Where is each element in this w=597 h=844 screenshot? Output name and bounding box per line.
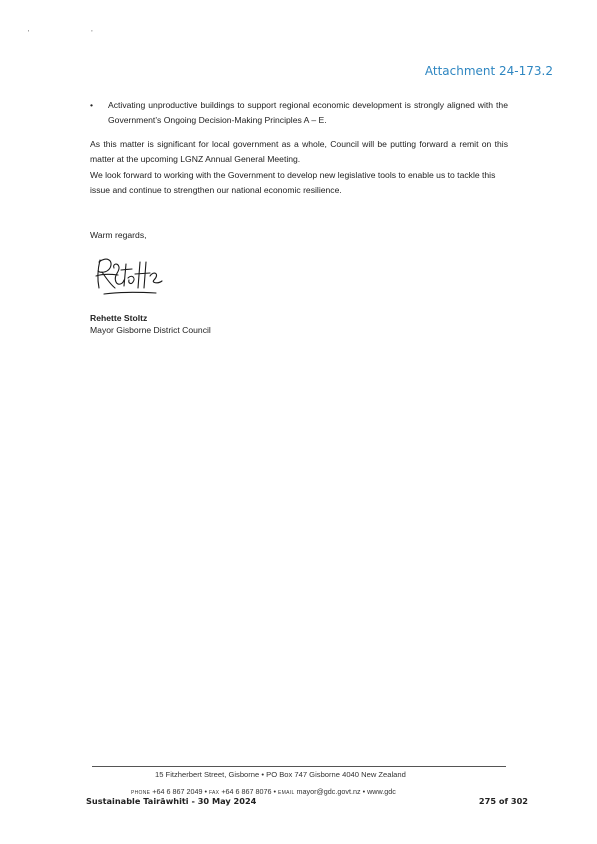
- bullet-item: [90, 98, 508, 127]
- footer-contact-line: [131, 787, 396, 796]
- email-label: EMAIL: [278, 790, 295, 796]
- bullet-dot-icon: •: [90, 100, 94, 110]
- attachment-label: Attachment 24-173.2: [424, 64, 553, 78]
- signatory-name: Rehette Stoltz: [90, 313, 148, 323]
- closing-salutation: Warm regards,: [90, 230, 147, 240]
- separator-dot-icon: •: [362, 787, 368, 796]
- page-number: 275 of 302: [478, 796, 528, 806]
- separator-dot-icon: •: [204, 787, 209, 796]
- phone-number: +64 6 867 2049: [152, 787, 203, 796]
- fax-label: FAX: [208, 790, 220, 796]
- email-address: mayor@gdc.govt.nz: [296, 787, 361, 796]
- paragraph-remit: As this matter is significant for local government as a whole, Council will be putting forward a remit on this matter at the upcoming LGNZ Annual General Meeting.: [90, 139, 508, 164]
- signatory-title: Mayor Gisborne District Council: [90, 325, 211, 335]
- phone-label: PHONE: [131, 790, 151, 796]
- bullet-text: Activating unproductive buildings to support regional economic development is strongly aligned with the Government’s Ongoing Decision-Making Principles A – E.: [108, 100, 508, 125]
- document-label: Sustainable Tairāwhiti - 30 May 2024: [86, 796, 257, 806]
- handwritten-signature: [88, 254, 170, 300]
- footer-divider: [92, 766, 506, 767]
- separator-dot-icon: •: [273, 787, 279, 796]
- website: www.gdc: [367, 787, 396, 796]
- paragraph-closing-statement: We look forward to working with the Government to develop new legislative tools to enable us to tackle this issue and continue to strengthen our national economic resilience.: [90, 170, 496, 195]
- scan-marks: ' ': [28, 30, 123, 37]
- footer-address: 15 Fitzherbert Street, Gisborne • PO Box 747 Gisborne 4040 New Zealand: [155, 770, 406, 779]
- fax-number: +64 6 867 8076: [221, 787, 272, 796]
